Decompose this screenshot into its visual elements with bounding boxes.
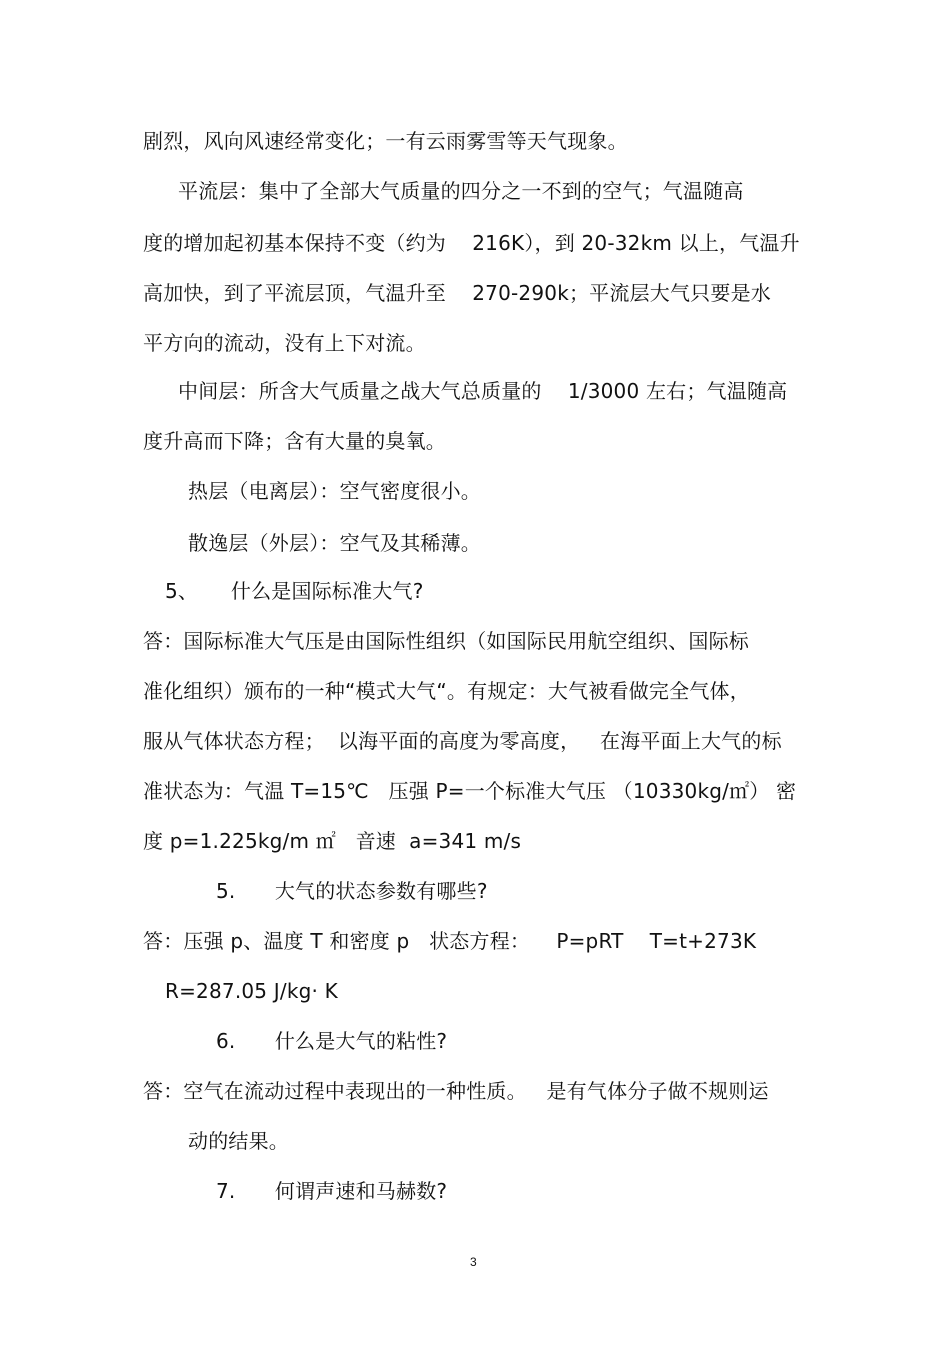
question-heading: 6. 什么是大气的粘性?: [216, 1029, 448, 1053]
question-heading: 7. 何谓声速和马赫数?: [216, 1179, 448, 1203]
answer-line: 答：压强 p、温度 T 和密度 p 状态方程： P=pRT T=t+273K: [143, 929, 757, 953]
question-heading: 5、 什么是国际标准大气?: [165, 579, 424, 603]
question-heading: 5. 大气的状态参数有哪些?: [216, 879, 488, 903]
text-line: 剧烈，风向风速经常变化；一有云雨雾雪等天气现象。: [143, 129, 628, 153]
text-line: 度的增加起初基本保持不变（约为 216K），到 20-32km 以上，气温升: [143, 231, 800, 255]
paragraph-stratosphere-start: 平流层：集中了全部大气质量的四分之一不到的空气；气温随高: [178, 179, 744, 203]
text-line: 动的结果。: [188, 1129, 289, 1153]
answer-line: 答：空气在流动过程中表现出的一种性质。 是有气体分子做不规则运: [143, 1079, 769, 1103]
paragraph-mesosphere-start: 中间层：所含大气质量之战大气总质量的 1/3000 左右；气温随高: [178, 379, 788, 403]
text-line: 服从气体状态方程； 以海平面的高度为零高度， 在海平面上大气的标: [143, 729, 782, 753]
text-line: 平方向的流动，没有上下对流。: [143, 331, 426, 355]
text-line: 准化组织）颁布的一种“模式大气“。有规定：大气被看做完全气体，: [143, 679, 750, 703]
text-line: 度 p=1.225kg/m ㎡ 音速 a=341 m/s: [143, 829, 522, 853]
answer-line: 答：国际标准大气压是由国际性组织（如国际民用航空组织、国际标: [143, 629, 749, 653]
text-line: 度升高而下降；含有大量的臭氧。: [143, 429, 446, 453]
text-line: 高加快，到了平流层顶，气温升至 270-290k；平流层大气只要是水: [143, 281, 771, 305]
paragraph-thermosphere: 热层（电离层）：空气密度很小。: [188, 479, 481, 503]
text-line: R=287.05 J/kg· K: [165, 979, 338, 1003]
text-line: 准状态为：气温 T=15℃ 压强 P=一个标准大气压 （10330kg/㎡） 密: [143, 779, 797, 803]
paragraph-exosphere: 散逸层（外层）：空气及其稀薄。: [188, 531, 481, 555]
page-number: 3: [470, 1255, 477, 1269]
